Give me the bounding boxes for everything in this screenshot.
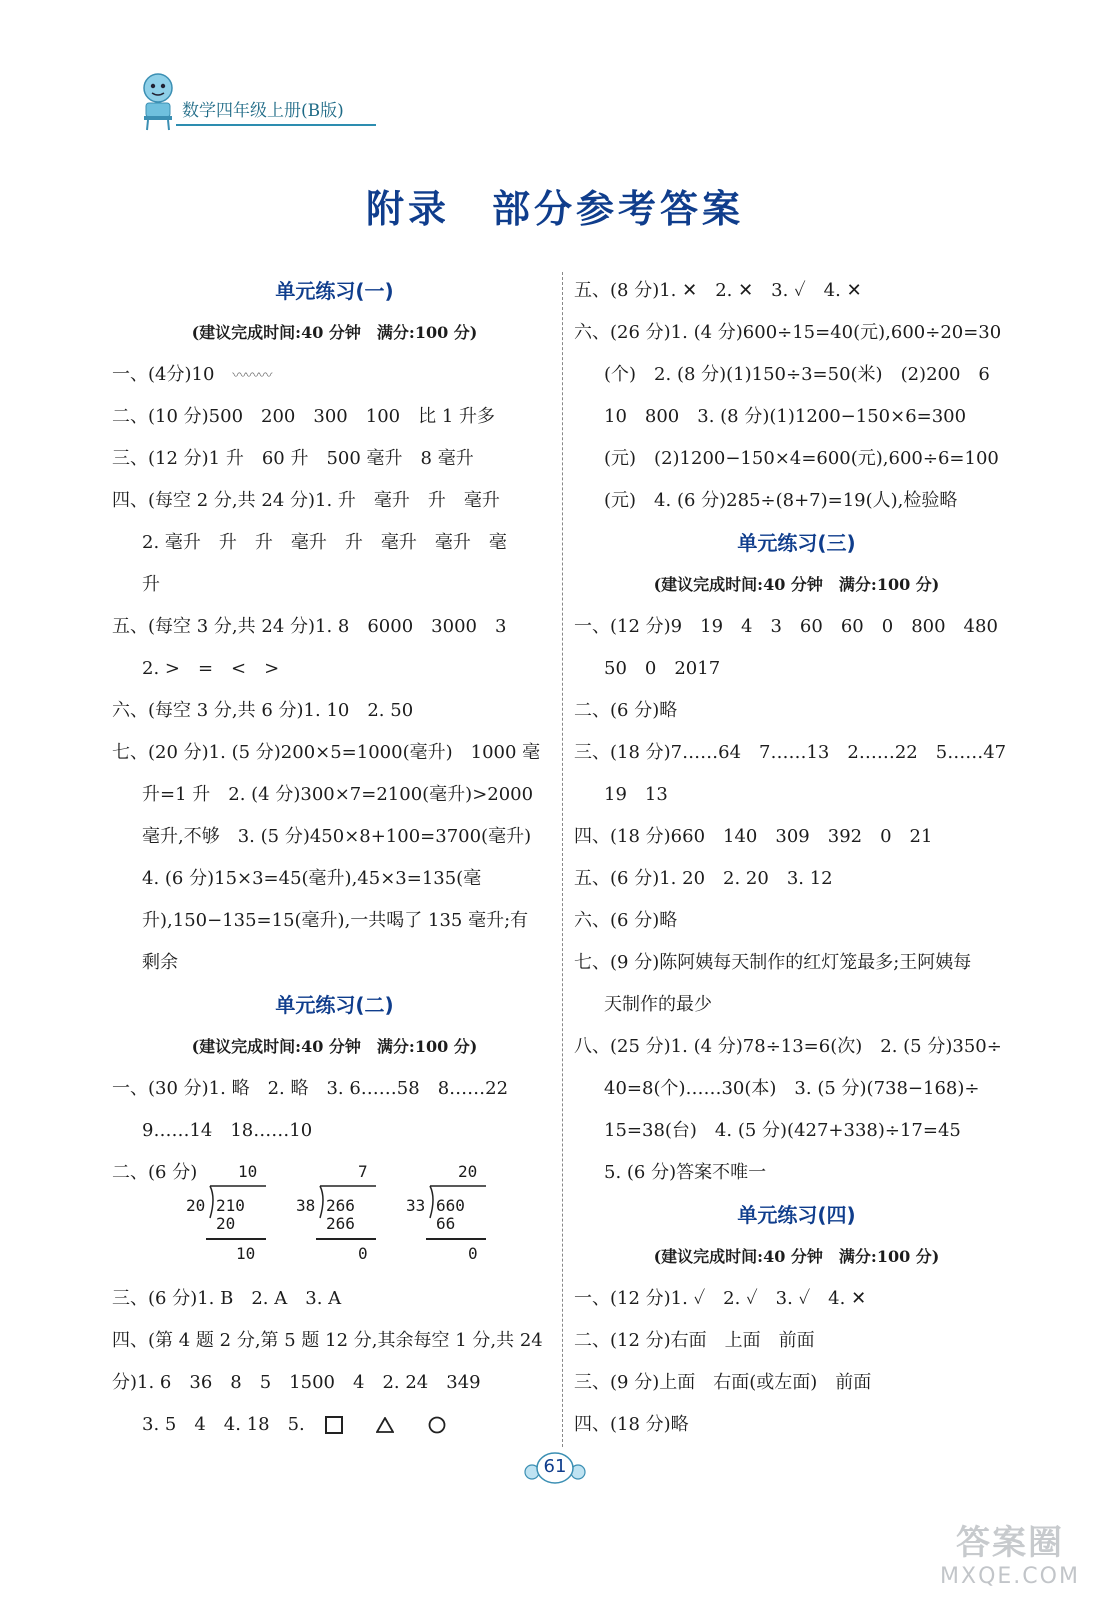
answer-line: 五、(8 分)1. ✕ 2. ✕ 3. ✓ 4. ✕ [574, 280, 862, 301]
answer-line: 六、(26 分)1. (4 分)600÷15=40(元),600÷20=30 [574, 322, 1002, 343]
answer-line: 50 0 2017 [604, 658, 721, 679]
answer-line: 二、(6 分)略 [574, 700, 678, 721]
answer-line: 五、(每空 3 分,共 24 分)1. 8 6000 3000 3 [112, 616, 507, 637]
answer-line: 2. 毫升 升 升 毫升 升 毫升 毫升 毫 [142, 532, 507, 553]
square-icon [325, 1416, 343, 1434]
answer-line: 四、(18 分)略 [574, 1414, 689, 1435]
answer-line: 五、(6 分)1. 20 2. 20 3. 12 [574, 868, 833, 889]
answer-line: 三、(6 分)1. B 2. A 3. A [112, 1288, 342, 1309]
division-bracket [406, 1162, 516, 1272]
answer-line: 分)1. 6 36 8 5 1500 4 2. 24 349 [112, 1372, 481, 1393]
answer-line: 升 [142, 574, 160, 595]
division-quotient: 20 [458, 1162, 478, 1181]
answer-line: 9……14 18……10 [142, 1120, 313, 1141]
mascot-icon [138, 70, 178, 132]
division-dividend: 266 [326, 1196, 355, 1215]
long-division-block [112, 1152, 557, 1278]
long-division [186, 1162, 296, 1272]
answer-line: 六、(6 分)略 [574, 910, 678, 931]
right-column [574, 270, 1019, 1446]
answer-line: 七、(9 分)陈阿姨每天制作的红灯笼最多;王阿姨每 [574, 952, 972, 973]
answer-line: 一、(12 分)1. ✓ 2. ✓ 3. ✓ 4. ✕ [574, 1288, 867, 1309]
division-remainder: 0 [358, 1244, 368, 1263]
division-quotient: 10 [238, 1162, 258, 1181]
answer-line: 三、(12 分)1 升 60 升 500 毫升 8 毫升 [112, 448, 474, 469]
answer-line: 毫升,不够 3. (5 分)450×8+100=3700(毫升) [142, 826, 532, 847]
division-rule [426, 1238, 486, 1240]
unit4-note: (建议完成时间:40 分钟 满分:100 分) [653, 1247, 940, 1266]
answer-line: 四、(第 4 题 2 分,第 5 题 12 分,其余每空 1 分,共 24 [112, 1330, 543, 1351]
watermark [930, 1515, 1090, 1590]
answer-line: 剩余 [142, 952, 178, 973]
triangle-icon [376, 1417, 394, 1433]
answer-line: 4. (6 分)15×3=45(毫升),45×3=135(毫 [142, 868, 482, 889]
unit1-title: 单元练习(一) [275, 279, 394, 303]
answer-line: 40=8(个)……30(本) 3. (5 分)(738−168)÷ [604, 1078, 980, 1099]
division-product: 66 [436, 1214, 456, 1233]
answer-line: 3. 5 4 4. 18 5. [112, 1404, 557, 1446]
division-rule [316, 1238, 376, 1240]
answer-line: 2. > = < > [142, 658, 280, 679]
watermark-logo-text: 答案圈 [956, 1523, 1064, 1563]
division-product: 20 [216, 1214, 236, 1233]
answer-line: 5. (6 分)答案不唯一 [604, 1162, 767, 1183]
column-divider [562, 272, 563, 1447]
answer-line: 升=1 升 2. (4 分)300×7=2100(毫升)>2000 [142, 784, 534, 805]
division-product: 266 [326, 1214, 355, 1233]
answer-line: 二、(12 分)右面 上面 前面 [574, 1330, 815, 1351]
answer-line: 一、(4分)10 〰〰〰 [112, 364, 272, 385]
division-divisor: 38 [296, 1196, 316, 1215]
division-remainder: 0 [468, 1244, 478, 1263]
long-division [296, 1162, 406, 1272]
answer-line: 七、(20 分)1. (5 分)200×5=1000(毫升) 1000 毫 [112, 742, 541, 763]
division-dividend: 660 [436, 1196, 465, 1215]
division-divisor: 20 [186, 1196, 206, 1215]
answer-line: (元) (2)1200−150×4=600(元),600÷6=100 [604, 448, 999, 469]
unit3-title: 单元练习(三) [737, 531, 856, 555]
answer-line: 一、(30 分)1. 略 2. 略 3. 6……58 8……22 [112, 1078, 509, 1099]
division-quotient: 7 [358, 1162, 368, 1181]
answer-line: (元) 4. (6 分)285÷(8+7)=19(人),检验略 [604, 490, 958, 511]
answer-line: 四、(18 分)660 140 309 392 0 21 [574, 826, 933, 847]
unit2-title: 单元练习(二) [275, 993, 394, 1017]
answer-line: 八、(25 分)1. (4 分)78÷13=6(次) 2. (5 分)350÷ [574, 1036, 1002, 1057]
answer-label: 二、(6 分) [112, 1162, 198, 1183]
circle-icon [428, 1416, 446, 1434]
page-number: 61 [543, 1456, 567, 1477]
unit1-note: (建议完成时间:40 分钟 满分:100 分) [191, 323, 478, 342]
answer-line: 15=38(台) 4. (5 分)(427+338)÷17=45 [604, 1120, 961, 1141]
answer-line: 六、(每空 3 分,共 6 分)1. 10 2. 50 [112, 700, 414, 721]
answer-line: 二、(10 分)500 200 300 100 比 1 升多 [112, 406, 495, 427]
division-rule [206, 1238, 266, 1240]
unit4-title: 单元练习(四) [737, 1203, 856, 1227]
left-column [112, 270, 557, 1446]
division-remainder: 10 [236, 1244, 256, 1263]
answer-line: 10 800 3. (8 分)(1)1200−150×6=300 [604, 406, 967, 427]
division-dividend: 210 [216, 1196, 245, 1215]
watermark-url: MXQE.COM [940, 1564, 1080, 1589]
answer-line: 升),150−135=15(毫升),一共喝了 135 毫升;有 [142, 910, 529, 931]
page-number-badge [524, 1450, 586, 1486]
answer-line: 三、(18 分)7……64 7……13 2……22 5……47 [574, 742, 1007, 763]
answer-line: 三、(9 分)上面 右面(或左面) 前面 [574, 1372, 872, 1393]
book-title: 数学四年级上册(B版) [182, 101, 344, 121]
unit3-note: (建议完成时间:40 分钟 满分:100 分) [653, 575, 940, 594]
title-underline [176, 124, 376, 126]
division-divisor: 33 [406, 1196, 426, 1215]
answer-line: (个) 2. (8 分)(1)150÷3=50(米) (2)200 6 [604, 364, 990, 385]
scribble-icon: 〰〰〰 [232, 368, 272, 384]
unit2-note: (建议完成时间:40 分钟 满分:100 分) [191, 1037, 478, 1056]
long-division [406, 1162, 516, 1272]
answer-line: 一、(12 分)9 19 4 3 60 60 0 800 480 [574, 616, 998, 637]
book-header [132, 62, 382, 142]
page-title: 附录 部分参考答案 [365, 187, 744, 231]
answer-line: 19 13 [604, 784, 668, 805]
answer-line: 天制作的最少 [604, 994, 712, 1015]
answer-line: 四、(每空 2 分,共 24 分)1. 升 毫升 升 毫升 [112, 490, 500, 511]
